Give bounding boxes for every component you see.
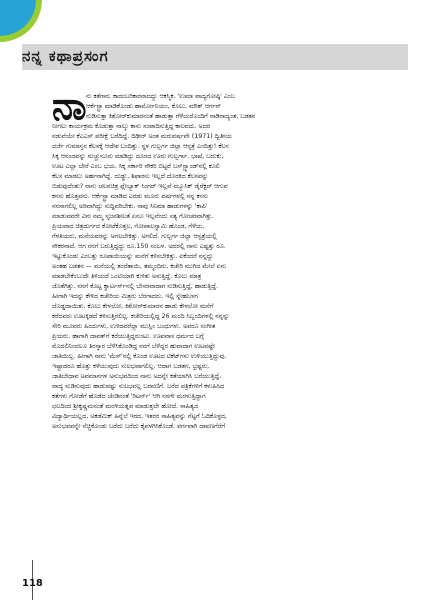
body-line: ನು ಕತೆಗಾರ; ಕಾದಂಬರಿಕಾರನಾದದ್ದು ಆಕಸ್ಮಿಕ. 'ಉಮಾ ವಾದ್ಯಗೋಷ್ಠಿ' ಎಂಬ <box>86 93 235 100</box>
body-line: ದೊಡ್ಡದಾಯಿತು. ಕೊಲು ಕೇಳಲೋ, ಕಿಶೋರ್‌ಕುಮಾರನ ಹಾಡು ಕೇಳಲೋ ಮನೆಗೆ <box>52 303 214 310</box>
body-line: ಸಿಕ್ಕ ಆನಂದವನ್ನು ನುಚ್ಚುನೂರು ಮಾಡಿದ್ದು ದೂರದ ಊರು ಗುಲ್ಬರ್ಗಾ. ಭಾಷೆ, ಬದುಕು, <box>52 153 224 160</box>
drop-cap: ನಾ <box>52 84 87 128</box>
body-line: ಜಾತಿಯಿಲ್ಲ. ಹೀಗಾಗಿ ನಾನು 'ಮೆಸ್'ನಲ್ಲಿ ಕೊಂಡ ಊಟದ ಟಿಕೆಟ್‌ಗಳು ಉಳಿಯುತ್ತಿದ್ದುವು. <box>52 353 227 360</box>
body-line: ಮಾಡಬೇಕೆಂಬುದೇ ತಿಳಿಯದೆ ಒಂಟಿಯಾಗಿ ಕುಳಿತು ಅಳುತ್ತಿದ್ದೆ. ಕೊಲು ಮಾತ್ರ <box>52 273 202 280</box>
body-line: ಮೊದಲಿನಿಂದಲೂ ತಿರಸ್ಕಾರ ಬೆಳೆಸಿಕೊಂಡಿದ್ದ ನನಗೆ ಬೆಳೆದ್ದರ ಹುವಾದಾಗ ಉಟವಷ್ಟೇ <box>52 343 216 350</box>
body-line: ಮಾಡುವವರೇ ವಿನಃ ನಮ್ಮ ಸೃಜನಶೀಲತೆ ಏನೂ ಇಲ್ಲವೆಂದು ಸತ್ಯ ಗೋಚರವಾಗಿತ್ತು. <box>52 213 214 220</box>
section-title: ನನ್ನ ಕಥಾಪ್ರಸಂಗ <box>22 47 109 65</box>
body-line: ಆರ್ಕೆಸ್ಟ್ರಾ ಮಾಡಿಕೊಂಡು ಹಾರ್ಮೋನಿಯಂ, ಕೊಲು, ಮೌತ್ ಆರ್ಗನ್ <box>86 103 222 110</box>
body-line: ಪ್ರಿಯವಾದ ಚಿತ್ರದುರ್ಗದ ಕೋಟೆಕೊತ್ತಲ, ಗೋಪಾಲಸ್ವಾಮಿ ಹೊಂಡ, ಗೆಳೆಯ, <box>52 223 205 230</box>
header-bar <box>22 44 408 70</box>
body-line: ನುಡಿಸುತ್ತಾ ಕಿಶೋರ್‌ಕುಮಾರನಂತೆ ಹಾಡುತ್ತಾ ಗೆಳೆಯರೊಂದಿಗೆ ನಾಡಿನಾದ್ಯಂತ, ಬಡತನ <box>86 113 256 120</box>
body-line: ಇಟ್ಟುಕೊಂಡು ಎಂಬತ್ತು ರೂಪಾಯಿಯನ್ನು ಮನೆಗೆ ಕಳಿಸಬೇಕಿತ್ತು. ಏಕೆಂದರೆ ನನ್ನದ್ದು <box>52 253 214 260</box>
body-line: ಪ್ರಿಯರು. ಹಾಗಾಗಿ ದಾವತ್‌ಗೆ ಕರೆಯುತ್ತಿದ್ದರುಂಟು. ಊಪವಾಸ ಧರ್ಮದ ಬಗ್ಗೆ <box>52 333 204 340</box>
body-line: ಛಲದಿಂದ ಶ್ರೀಕೃಷ್ಣಮನಂತೆ ಮರಳಿಯತ್ನವ ಮಾಡುತ್ತಲೇ ಹೋದೆ. ಸಾಹಿತ್ಯದ <box>52 403 199 410</box>
body-line: ವಾದ್ಯ ನುಡಿಸುವುದು ಹಾಡುವಷ್ಟು ಸುಲಭವಲ್ಲ ಬರವಣಿಗೆ. ಬರೆದ ಪತ್ರಿಕೆಗಳಿಗೆ ಕಳುಹಿಸಿದ <box>52 383 225 390</box>
body-line: ಅನುಭವವನ್ನೇ ನೆಚ್ಚಿಕೊಂಡು ಬರೆದು ಬರೆದು ಕೈಪಳಗಿಸಿಕೊಂಡೆ. ವರ್ಗವಾಗಿ ದಾವಣಗೆರೆಗೆ <box>52 423 226 430</box>
body-line: ಜಾತಿಬೇಧಾವ ಅವಮಾನಗಳ ಅನುಭವದಿಂದ ನಾನು ಅದನ್ನೇ ಕತೆಯಾಗಿಸಿ ಬರೆಯುತ್ತಿದ್ದೆ. <box>52 373 222 380</box>
body-line: ಅಂತಹ ಬಡತನ — ಮನೆಯಲ್ಲಿ ತಂದೆತಾಯಿ, ತಮ್ಮಂದಿರು, ಕಚೇರಿ ಮುಗಿದ ಮೇಲೆ ಏನು <box>52 263 227 270</box>
body-line: ಇಷ್ಟಾದರೂ ಹೊತ್ತು ಕಳೆಯುವುದು ಸುಲಭವಾಗಲಿಲ್ಲ. ಆದಾಗ ಬಡತನ, ಭ್ರಷ್ಟರು, <box>52 363 210 370</box>
body-line: ಬಿಡುವುದೆಂತು? ನಾನು ಚಲನಚಿತ್ರ ಪ್ಲೇಬ್ಯಾಕ್ ಸಿಂಗರ್ ಇಲ್ಲವೆ ಮ್ಯೂಸಿಕ್ ಡೈರೆಕ್ಟರ್ ಆಗುವ <box>52 183 228 190</box>
body-line: ಗೆಳತಿಯರು, ಮನೆಯವರನ್ನು ಅಗಲಬೇಕಿತ್ತು. ಅಗಲಿದೆ. ಗುಲ್ಬರ್ಗ ಜಿಲ್ಲಾ ಆಸ್ಪತ್ರೆಯಲ್ಲಿ <box>52 233 217 240</box>
body-line: ಕತೆಗಳು ಗೋಡೆಗೆ ಹೊಡೆದ ಚೆಂಡಿನಂತೆ 'ರಿಟರ್ನ್' ಆಗಿ ನನಗೇ ಮರಳುತ್ತಿದ್ದಾಗ <box>52 393 206 400</box>
body-line: ಹೀಗಾಗಿ ಇದನ್ನು ಕೇಳಿದ ಕಚೇರಿಯ ಮಿತ್ರರು ಬೆರಗಾದರು. ಇಲ್ಲಿ ಸ್ನೇಹಬಳಗ <box>52 293 198 300</box>
body-line: ನೀಗಲು ಕಾರ್ಯಕ್ರಮ ಕೊಡುತ್ತಾ ನಾಲ್ಕು ಕಾಸು ಸಂಪಾದಿಸುತ್ತಿದ್ದ ಕಾಲವದು. ಅದರ <box>52 123 211 130</box>
body-line: ಕೆಲಸ ಮಾಡಲು ಅರ್ಹನಾಗಿದ್ದೆ. ದುಡ್ಡು, ಶಿಫಾರಸು ಇಲ್ಲದೆ ದೊರಕಿದ ಕೆಲಸವನ್ನು <box>52 173 209 180</box>
body-line: ದರ್ಜೆ ಗುಮಾಸ್ತನ ಕೆಲಸಕ್ಕೆ ಆದೇಶ ಬಂದಿತ್ತು. ಸ್ಥಳ ಗುಲ್ಬರ್ಗ ಜಿಲ್ಲಾ ಆಸ್ಪತ್ರೆ ಎಂದಿತ್ತು! ಕೆಲಸ <box>52 143 229 150</box>
page-number: 118 <box>22 578 43 589</box>
body-line: ಊಟ ಎಲ್ಲಾ ಬೇರೆ ಎಂಬ ಭಯ. ಸಿಕ್ಕ ಸರ್ಕಾರಿ ನೌಕರಿ ಬಿಟ್ಟರೆ ಬಸ್‌ಸ್ಟ್ಯಾಂಡ್‌ನಲ್ಲಿ ಕೂಲಿ <box>52 163 220 170</box>
body-line: ಕರೆದವರು ಊಟಕ್ಕಿಡದೆ ಕಳಿಸುತ್ತಿರಲಿಲ್ಲ. ಕಚೇರಿಯಲ್ಲಿದ್ದ 26 ಮಂದಿ ಸಿಬ್ಬಂದಿಗಳಲ್ಲಿ ನನ್ನನ್ನು <box>52 313 230 320</box>
body-line: ನಡುವೆಯೇ ಕೆಎಎಸ್ ಪರೀಕ್ಷೆ ಬರೆದಿದ್ದೆ. ದಿಢೀರ್ ಅಂತ ಮರುವರ್ಷವೇ (1971) ದ್ವಿತೀಯ <box>52 133 232 140</box>
body-line: ವಿದ್ಯಾರ್ಥಿಯಲ್ಲದ, ಅಕಡೆಮಿಕ್ ಹಿನ್ನೆಲೆ ಇರದ, ಇತರರ ಸಾಹಿತ್ಯವನ್ನು ನೆಟ್ಟಗೆ ಓದಿಕೊಳ್ಳದ, <box>52 413 227 420</box>
article-body <box>52 92 402 432</box>
body-line: ನನಸಾಗಲಿಲ್ಲ ಅರಿವಾಗಿದ್ದು ಸುದ್ದಿವರಿಬೇಕು. ನಾವು ಸಿನಿಮಾ ಹಾಡುಗಳನ್ನು 'ಕಾಪಿ' <box>52 203 208 210</box>
body-line: ಕನಸು ಹೊತ್ತವನು. ಆರ್ಕೆಸ್ಟ್ರಾ ಮಾಡಿದ ಎರಡು ಮೂರು ವರ್ಷಗಳಲ್ಲಿ ನನ್ನ ಕನಸು <box>52 193 209 200</box>
body-line: ಸೇರಿ ಮೂವರು ಹಿಂದುಗಳು, ಉಳಿದವರೆಲ್ಲಾ ಮುಸ್ಲಿಂ ಬಂಧುಗಳು. ಅವರೂ ಸಂಗೀತ <box>52 323 216 330</box>
body-line: ನೌಕರನಾದೆ. ಆಗ ನನಗೆ ಬರುತ್ತಿದ್ದದ್ದು ರೂ.150 ಸಂಬಳ. ಅದರಲ್ಲಿ ನಾನು ಎಷ್ಟತ್ತು ರೂ. <box>52 243 226 250</box>
body-line: ಜೊತೆಗಿತ್ತು. ನನಗೆ ಕೊಟ್ಟ ಕ್ವಾರ್ಟರ್ಸ್‌ನಲ್ಲಿ ಬೇಸರವಾದಾಗ ನುಡಿಸುತ್ತಿದ್ದೆ, ಹಾಡುತ್ತಿದ್ದೆ. <box>52 283 219 290</box>
